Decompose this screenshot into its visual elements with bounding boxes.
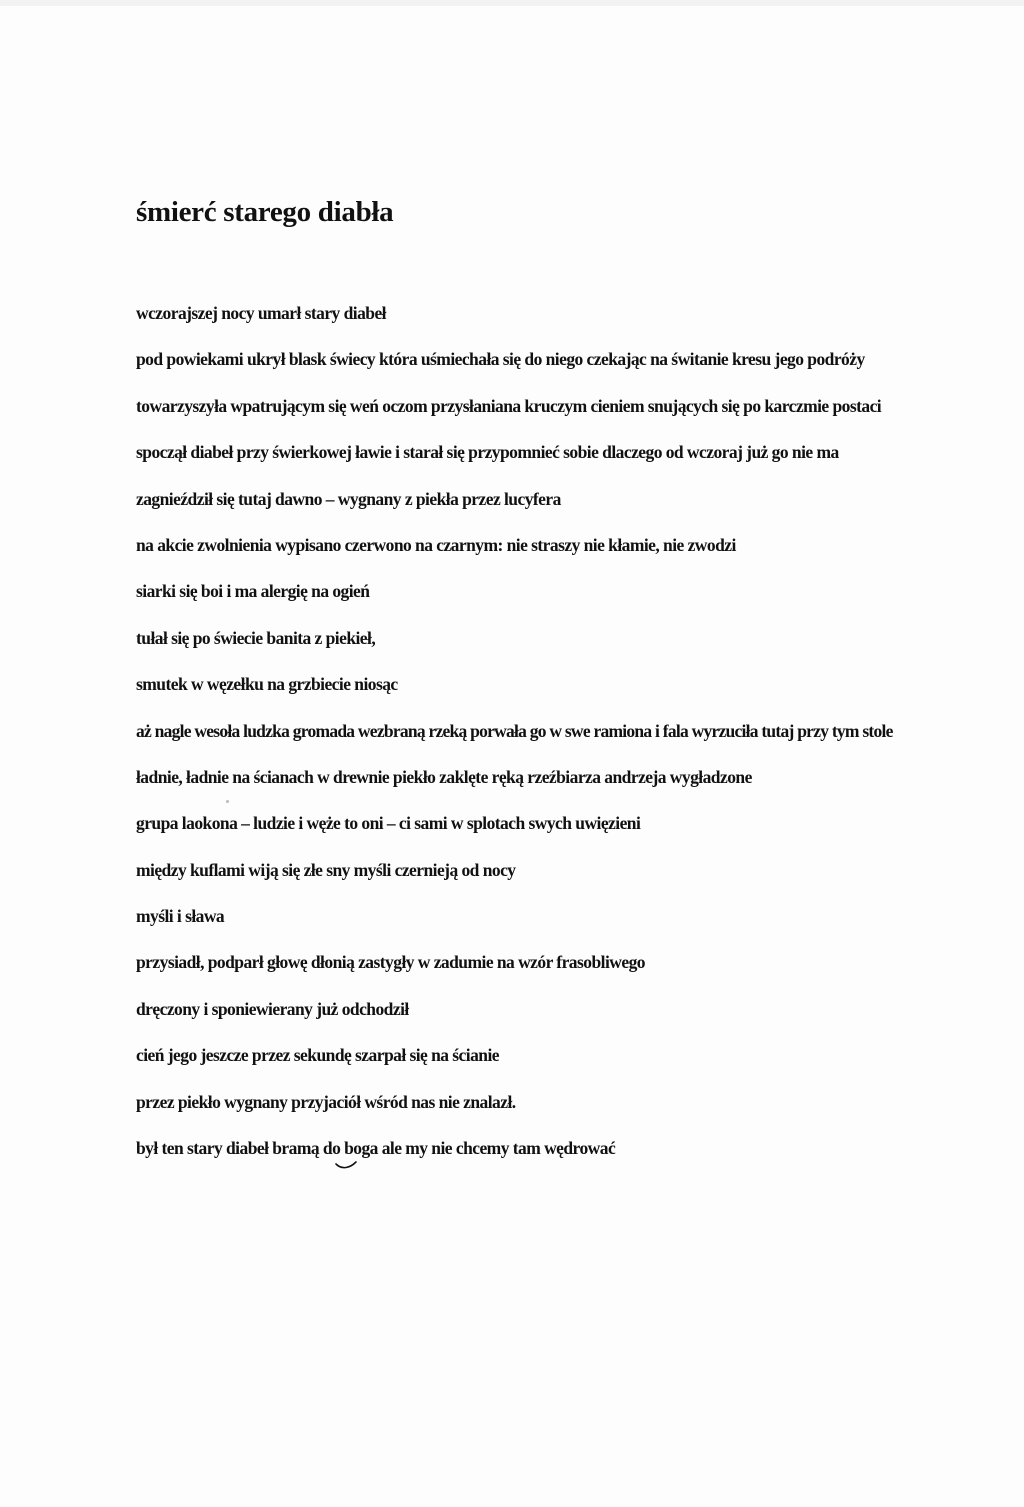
poem-line-6: na akcie zwolnienia wypisano czerwono na czarnym: nie straszy nie kłamie, nie zwodzi (136, 534, 736, 555)
poem-line-17: cień jego jeszcze przez sekundę szarpał się na ścianie (136, 1045, 499, 1066)
poem-line-5: zagnieździł się tutaj dawno – wygnany z piekła przez lucyfera (136, 488, 561, 509)
scan-edge-shadow (0, 0, 1024, 6)
poem-line-8: tułał się po świecie banita z piekieł, (136, 627, 376, 648)
poem-line-4: spoczął diabeł przy świerkowej ławie i starał się przypomnieć sobie dlaczego od wczoraj już go nie ma (136, 442, 839, 463)
poem-line-3: towarzyszyła wpatrującym się weń oczom przysłaniana kruczym cieniem snujących się po karczmie postaci (136, 395, 882, 416)
poem-title: śmierć starego diabła (136, 196, 394, 228)
poem-body (136, 300, 1020, 1181)
poem-line-2: pod powiekami ukrył blask świecy która uśmiechała się do niego czekając na świtanie kresu jego podróży (136, 349, 865, 370)
handwritten-correction-mark (334, 1154, 360, 1172)
poem-line-9: smutek w węzełku na grzbiecie niosąc (136, 674, 398, 695)
poem-line-1: wczorajszej nocy umarł stary diabeł (136, 303, 386, 323)
poem-line-16: dręczony i sponiewierany już odchodził (136, 998, 409, 1019)
poem-line-13: między kuflami wiją się złe sny myśli czernieją od nocy (136, 859, 516, 880)
poem-line-14: myśli i sława (136, 906, 225, 927)
poem-line-19: był ten stary diabeł bramą do boga ale my nie chcemy tam wędrować (136, 1138, 616, 1159)
poem-line-7: siarki się boi i ma alergię na ogień (136, 581, 370, 602)
poem-line-15: przysiadł, podparł głowę dłonią zastygły w zadumie na wzór frasobliwego (136, 952, 645, 973)
poem-line-11: ładnie, ładnie na ścianach w drewnie piekło zaklęte ręką rzeźbiarza andrzeja wygładzone (136, 766, 752, 787)
poem-line-12: grupa laokona – ludzie i węże to oni – ci sami w splotach swych uwięzieni (136, 813, 641, 834)
poem-line-10: aż nagle wesoła ludzka gromada wezbraną rzeką porwała go w swe ramiona i fala wyrzuciła tutaj przy tym stole (136, 720, 893, 741)
poem-line-18: przez piekło wygnany przyjaciół wśród nas nie znalazł. (136, 1091, 516, 1112)
